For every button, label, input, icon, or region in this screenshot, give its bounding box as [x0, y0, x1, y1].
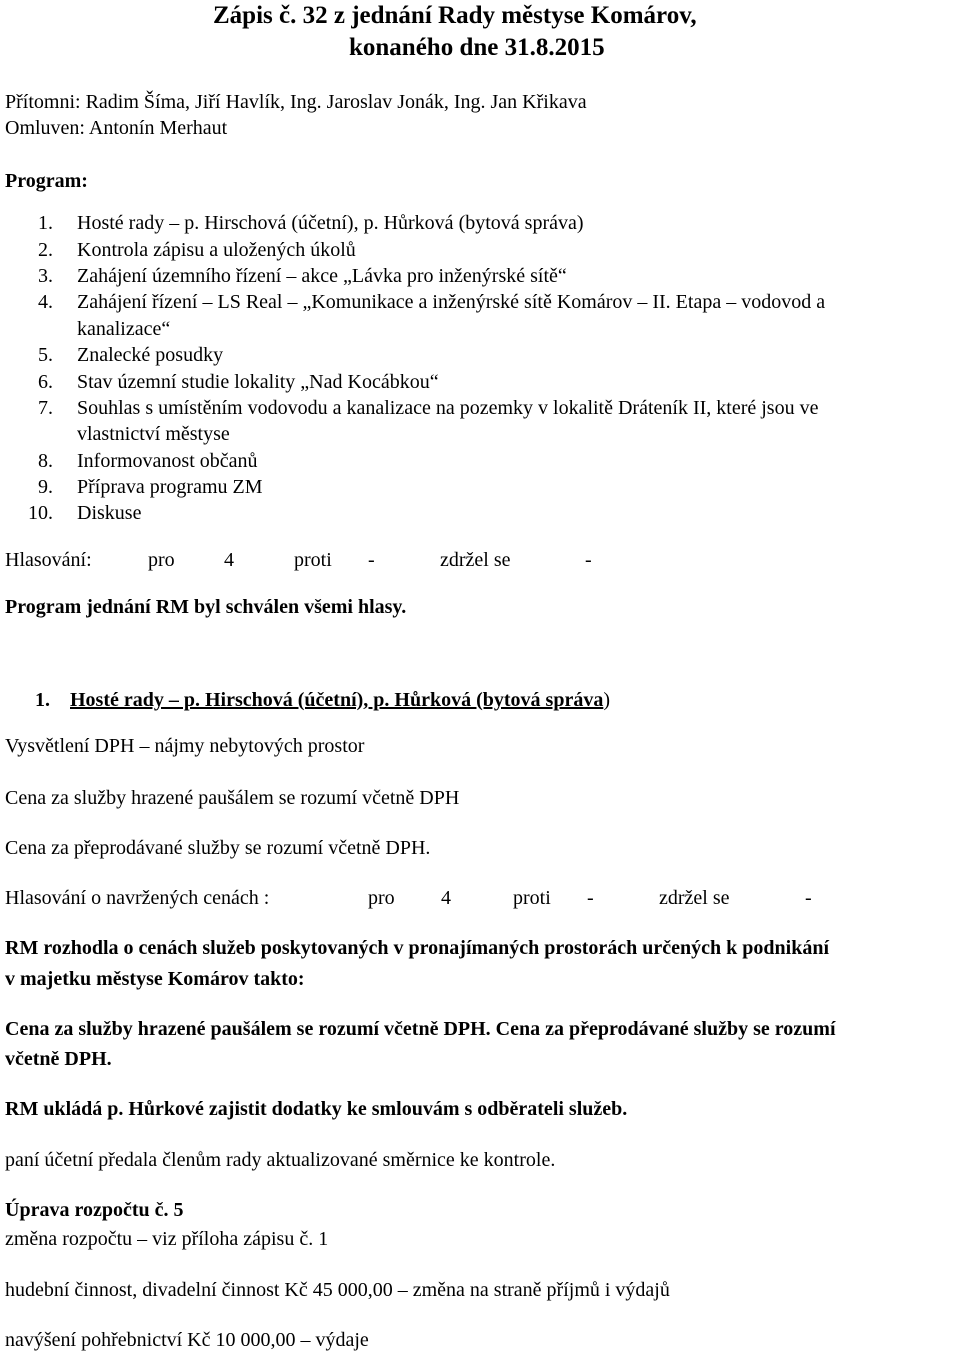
program-item-text: kanalizace“	[77, 318, 171, 340]
paragraph-cena-preprodavane: Cena za přeprodávané služby se rozumí včetně DPH.	[5, 837, 431, 859]
budget-change: změna rozpočtu – viz příloha zápisu č. 1	[5, 1228, 329, 1250]
vote-zdrzel-label: zdržel se	[659, 887, 730, 909]
vote-proti-count: -	[368, 549, 375, 571]
program-heading: Program:	[5, 170, 88, 192]
program-item-text: Souhlas s umístěním vodovodu a kanalizace na pozemky v lokalitě Dráteník II, které jsou ve	[77, 397, 819, 419]
program-item-text: Diskuse	[77, 502, 142, 524]
section-title: Hosté rady – p. Hirschová (účetní), p. Hůrková (bytová správa	[70, 689, 604, 711]
program-item-text: Příprava programu ZM	[77, 476, 263, 498]
program-item-number: 4.	[38, 291, 53, 313]
vote-zdrzel-count: -	[805, 887, 812, 909]
decision-line1: RM rozhodla o cenách služeb poskytovaných v pronajímaných prostorách určených k podnikání	[5, 937, 829, 959]
task-assignment: RM ukládá p. Hůrkové zajistit dodatky ke smlouvám s odběrateli služeb.	[5, 1098, 628, 1120]
paragraph-handover: paní účetní předala členům rady aktualizované směrnice ke kontrole.	[5, 1149, 556, 1171]
budget-item: hudební činnost, divadelní činnost Kč 45 000,00 – změna na straně příjmů i výdajů	[5, 1279, 670, 1301]
decision2-line1: Cena za služby hrazené paušálem se rozumí včetně DPH. Cena za přeprodávané služby se rozumí	[5, 1018, 836, 1040]
program-item-number: 3.	[38, 265, 53, 287]
program-item-number: 6.	[38, 371, 53, 393]
section-number: 1.	[35, 689, 50, 711]
budget-heading: Úprava rozpočtu č. 5	[5, 1199, 184, 1221]
paragraph-cena-sluzby: Cena za služby hrazené paušálem se rozumí včetně DPH	[5, 787, 460, 809]
vote-pro-label: pro	[148, 549, 175, 571]
program-item-text: vlastnictví městyse	[77, 423, 230, 445]
attendees-excused: Omluven: Antonín Merhaut	[5, 117, 228, 139]
vote-label: Hlasování o navržených cenách :	[5, 887, 270, 909]
program-item-number: 7.	[38, 397, 53, 419]
section-title-wrap	[70, 688, 610, 712]
budget-item: navýšení pohřebnictví Kč 10 000,00 – výdaje	[5, 1329, 369, 1351]
program-item-text: Znalecké posudky	[77, 344, 224, 366]
decision-line2: v majetku městyse Komárov takto:	[5, 968, 305, 990]
vote-pro-count: 4	[224, 549, 234, 571]
decision2-line2: včetně DPH.	[5, 1048, 112, 1070]
attendees-present: Přítomni: Radim Šíma, Jiří Havlík, Ing. Jaroslav Jonák, Ing. Jan Křikava	[5, 91, 587, 113]
program-item-number: 2.	[38, 239, 53, 261]
document-title-line2: konaného dne 31.8.2015	[349, 34, 605, 61]
program-item-text: Zahájení řízení – LS Real – „Komunikace a inženýrské sítě Komárov – II. Etapa – vodovod a	[77, 291, 826, 313]
document-title-line1: Zápis č. 32 z jednání Rady městyse Komárov,	[213, 2, 697, 29]
program-item-text: Stav územní studie lokality „Nad Kocábkou“	[77, 371, 439, 393]
program-item-number: 10.	[28, 502, 53, 524]
vote-proti-count: -	[587, 887, 594, 909]
program-item-text: Zahájení územního řízení – akce „Lávka pro inženýrské sítě“	[77, 265, 567, 287]
program-item-text: Kontrola zápisu a uložených úkolů	[77, 239, 356, 261]
program-item-number: 1.	[38, 212, 53, 234]
vote-zdrzel-label: zdržel se	[440, 549, 511, 571]
program-item-number: 9.	[38, 476, 53, 498]
program-item-text: Hosté rady – p. Hirschová (účetní), p. Hůrková (bytová správa)	[77, 212, 584, 234]
vote-pro-count: 4	[441, 887, 451, 909]
program-item-number: 8.	[38, 450, 53, 472]
vote-zdrzel-count: -	[585, 549, 592, 571]
paragraph-dph: Vysvětlení DPH – nájmy nebytových prostor	[5, 735, 365, 757]
vote-pro-label: pro	[368, 887, 395, 909]
section-title-end: )	[603, 689, 611, 711]
vote-proti-label: proti	[513, 887, 551, 909]
program-approved: Program jednání RM byl schválen všemi hlasy.	[5, 596, 407, 618]
vote-label: Hlasování:	[5, 549, 92, 571]
program-item-text: Informovanost občanů	[77, 450, 258, 472]
vote-proti-label: proti	[294, 549, 332, 571]
program-item-number: 5.	[38, 344, 53, 366]
